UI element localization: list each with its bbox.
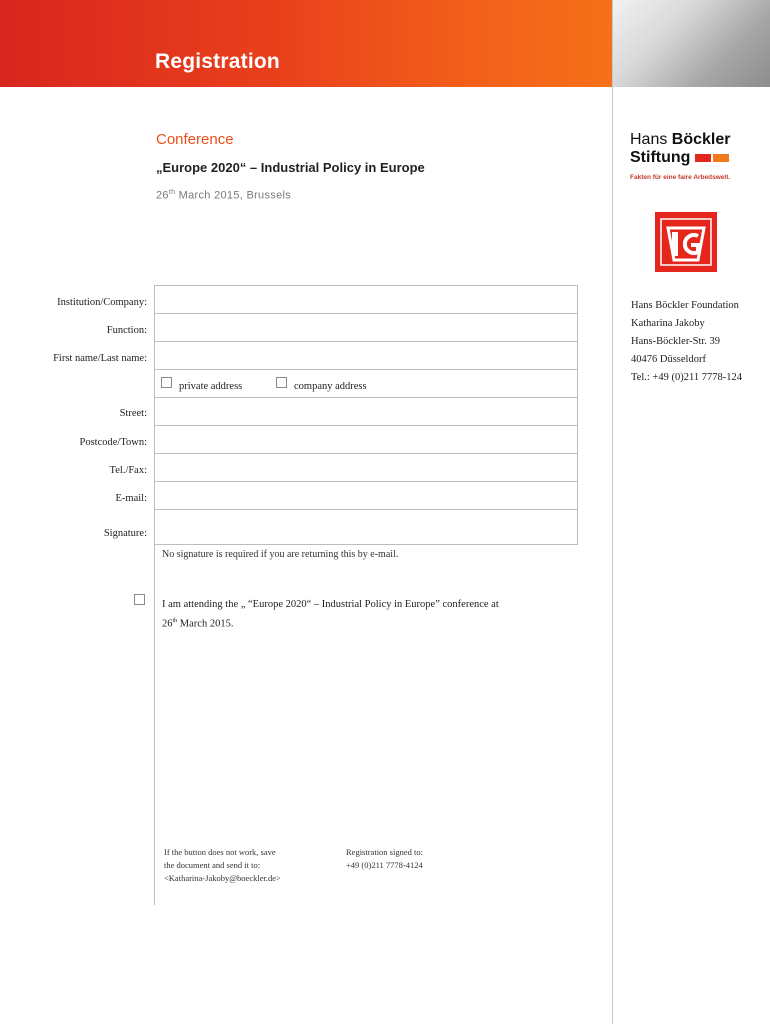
logo-blocks-icon xyxy=(695,154,729,162)
send-instructions: If the button does not work, save the document and send it to: <Katharina-Jakoby@boeckler.de> xyxy=(164,847,281,883)
institution-label: Institution/Company: xyxy=(57,297,147,308)
logo-tagline: Fakten für eine faire Arbeitswelt. xyxy=(630,174,731,181)
form-top-border xyxy=(155,285,577,286)
private-address-label: private address xyxy=(179,381,243,392)
name-label: First name/Last name: xyxy=(53,353,147,364)
row-divider xyxy=(155,369,577,370)
row-divider xyxy=(155,509,577,510)
registration-signed-to: Registration signed to: +49 (0)211 7778-4124 xyxy=(346,847,423,870)
function-label: Function: xyxy=(106,325,147,336)
form-left-border xyxy=(154,285,155,905)
company-address-checkbox[interactable] xyxy=(276,377,287,388)
tel-label: Tel./Fax: xyxy=(109,465,147,476)
email-label: E-mail: xyxy=(115,493,147,504)
private-address-checkbox[interactable] xyxy=(161,377,172,388)
postcode-label: Postcode/Town: xyxy=(79,437,147,448)
attend-checkbox[interactable] xyxy=(134,594,145,605)
column-divider xyxy=(612,0,613,1024)
hans-boeckler-logo: Hans Böckler Stiftung xyxy=(630,131,731,166)
row-divider xyxy=(155,544,577,545)
form-right-border xyxy=(577,285,578,545)
tel-input[interactable] xyxy=(156,454,576,480)
signature-note: No signature is required if you are returning this by e-mail. xyxy=(162,549,399,560)
ig-metall-logo-icon xyxy=(655,212,717,272)
header-banner xyxy=(0,0,612,87)
page-title: Registration xyxy=(155,50,280,73)
conference-label: Conference xyxy=(156,131,234,148)
institution-input[interactable] xyxy=(156,287,576,313)
function-input[interactable] xyxy=(156,314,576,340)
conference-date: 26th March 2015, Brussels xyxy=(156,189,292,202)
postcode-input[interactable] xyxy=(156,426,576,452)
street-label: Street: xyxy=(119,408,147,419)
signature-input[interactable] xyxy=(156,512,576,542)
company-address-label: company address xyxy=(294,381,367,392)
email-input[interactable] xyxy=(156,482,576,508)
street-input[interactable] xyxy=(156,398,576,424)
contact-address: Hans Böckler Foundation Katharina Jakoby Hans-Böckler-Str. 39 40476 Düsseldorf Tel.: +49 (0)211 7778-124 xyxy=(631,300,742,383)
name-input[interactable] xyxy=(156,342,576,368)
decorative-corner xyxy=(613,0,770,87)
conference-title: „Europe 2020“ – Industrial Policy in Europe xyxy=(156,160,425,175)
attend-statement: I am attending the „ “Europe 2020“ – Industrial Policy in Europe” conference at 26th March 2015. xyxy=(162,599,499,630)
signature-label: Signature: xyxy=(103,528,147,539)
